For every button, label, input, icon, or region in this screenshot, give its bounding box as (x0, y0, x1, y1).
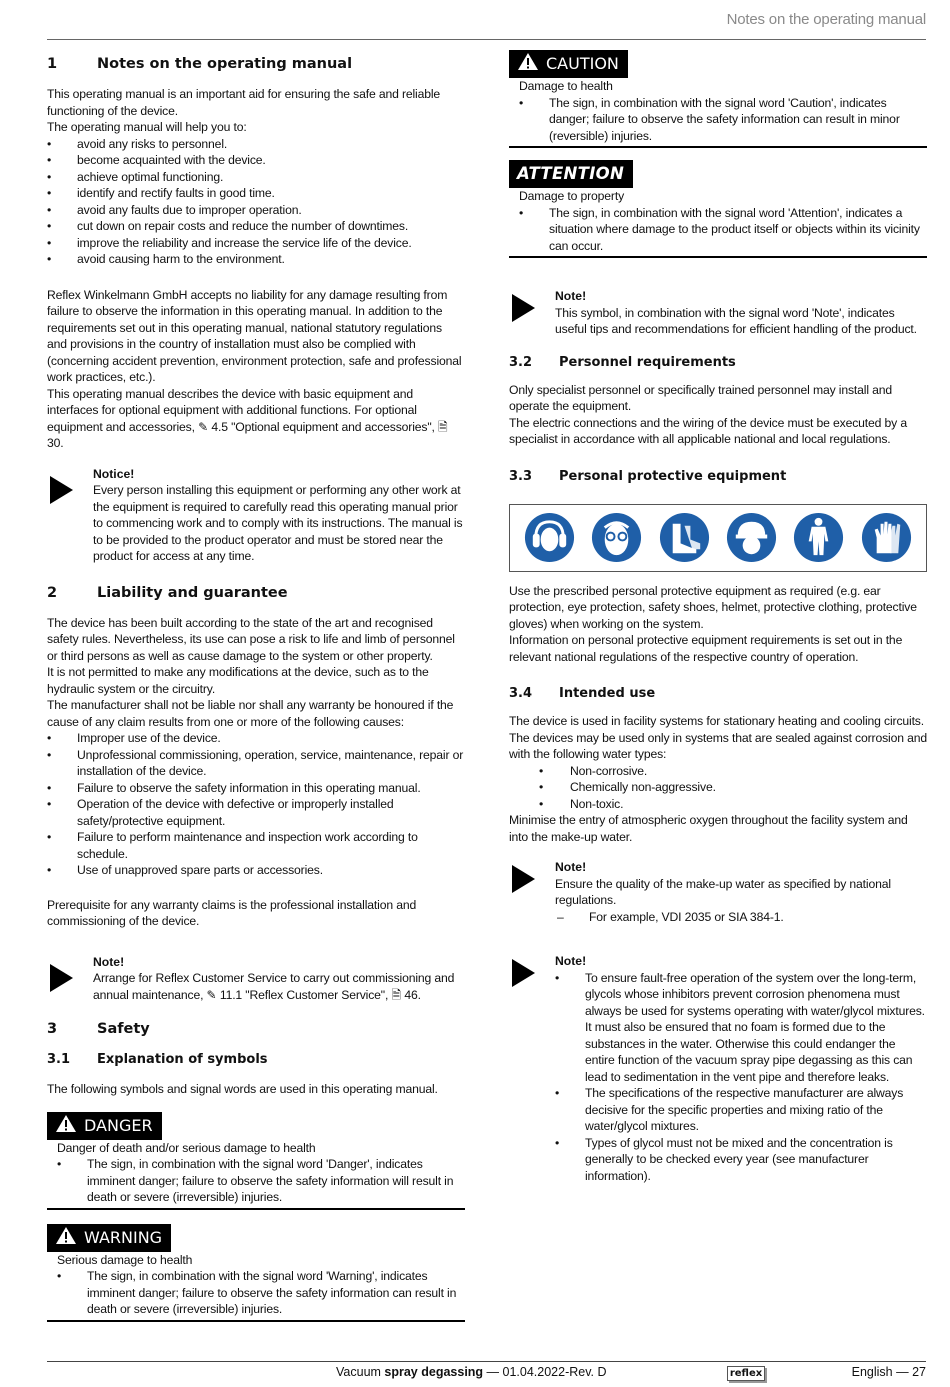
ear-protection-icon (522, 510, 577, 565)
note-box (509, 953, 927, 1184)
paragraph: The manufacturer shall not be liable nor shall any warranty be honoured if the cause of any claim results from one or more of the following causes: (47, 698, 454, 729)
protective-clothing-icon (791, 510, 846, 565)
note-box (47, 954, 465, 1004)
list-item: • avoid any risks to personnel. (47, 136, 465, 153)
notice-title: Notice! (93, 466, 135, 481)
reflex-logo: reflex (727, 1366, 765, 1381)
section-3-heading: 3 Safety (47, 1021, 150, 1037)
note-bullet-list (555, 970, 927, 1185)
list-item: • Chemically non-aggressive. (509, 779, 927, 796)
section-2-heading: 2 Liability and guarantee (47, 584, 288, 601)
right-column (509, 50, 927, 1184)
caution-block (509, 50, 927, 148)
paragraph: The operating manual will help you to: (47, 120, 247, 134)
paragraph: Prerequisite for any warranty claims is the professional installation and commissioning of the device. (47, 897, 417, 928)
list-item: • Non-toxic. (509, 796, 927, 813)
note-dash-item: – For example, VDI 2035 or SIA 384-1. (557, 909, 784, 924)
warning-text: • The sign, in combination with the signal word 'Warning', indicates imminent danger; failure to observe the safety information can result in death or severe (irreversible) injuries. (57, 1268, 465, 1318)
note-text: This symbol, in combination with the signal word 'Note', indicates useful tips and recommendations for efficient handling of the product. (555, 305, 917, 336)
list-item: • Operation of the device with defective or improperly installed safety/protective equipment. (47, 796, 465, 829)
paragraph: The electric connections and the wiring of the device must be executed by a specialist in accordance with all applicable national and local regulations. (509, 415, 907, 446)
paragraph: The following symbols and signal words are used in this operating manual. (47, 1082, 438, 1096)
paragraph: Minimise the entry of atmospheric oxygen throughout the facility system and into the make-up water. (509, 813, 908, 844)
list-item: • Failure to perform maintenance and inspection work according to schedule. (47, 829, 465, 862)
paragraph: Use the prescribed personal protective equipment as required (e.g. ear protection, eye protection, safety shoes, helmet, protective clothing, protective gloves) when working on the system. (509, 583, 917, 631)
footer-page-number: English — 27 (851, 1365, 926, 1379)
paragraph: It is not permitted to make any modifications at the device, such as to the hydraulic system or the circuitry. (47, 665, 429, 696)
note-text: Ensure the quality of the make-up water as specified by national regulations. (555, 876, 891, 907)
paragraph: Information on personal protective equipment requirements is set out in the relevant national regulations of the respective country of operation. (509, 633, 903, 664)
list-item: • Types of glycol must not be mixed and the concentration is generally to be checked every year (see manufacturer information). (555, 1135, 927, 1185)
list-item: • become acquainted with the device. (47, 152, 465, 169)
paragraph: Reflex Winkelmann GmbH accepts no liability for any damage resulting from failure to observe the information in this operating manual. In addition to the requirements set out in this operating manual, national statutory regulations and provisions in the country of installation must also be complied with (concerning accident prevention, environment protection, safe and professional work practices, etc.). (47, 287, 462, 384)
warning-block (47, 1224, 465, 1322)
section-3-1-heading: 3.1 Explanation of symbols (47, 1052, 268, 1067)
note-title: Note! (555, 289, 587, 303)
list-item: • To ensure fault-free operation of the system over the long-term, glycols whose inhibitors prevent corrosion phenomena must always be used for systems operating with water/glycol mixtures. It must also be ensured that no foam is formed due to the substances in the water. Otherwise this could endanger the entire function of the vacuum spray pipe degassing as this can lead to sedimentation in the vent pipe and therefore leaks. (555, 970, 927, 1086)
danger-block (47, 1112, 465, 1210)
attention-subtitle: Damage to property (519, 189, 625, 203)
bullet-list (47, 730, 465, 879)
warning-triangle-icon (55, 1226, 77, 1245)
attention-block (509, 160, 927, 258)
list-item: • Failure to observe the safety information in this operating manual. (47, 780, 465, 797)
ppe-icon-strip (509, 504, 927, 572)
caution-subtitle: Damage to health (519, 79, 613, 93)
paragraph: This operating manual is an important aid for ensuring the safe and reliable functioning of the device. (47, 87, 441, 118)
note-arrow-icon (512, 959, 535, 987)
list-item: • Improper use of the device. (47, 730, 465, 747)
notice-arrow-icon (50, 476, 73, 504)
footer-rule (47, 1361, 926, 1362)
note-box (509, 859, 927, 925)
note-arrow-icon (512, 294, 535, 322)
list-item: • improve the reliability and increase the service life of the device. (47, 235, 465, 252)
section-3-3-heading: 3.3 Personal protective equipment (509, 468, 787, 484)
list-item: • avoid causing harm to the environment. (47, 251, 465, 268)
list-item: • Non-corrosive. (509, 763, 927, 780)
running-header: Notes on the operating manual (726, 11, 926, 28)
paragraph: The device is used in facility systems for stationary heating and cooling circuits. The devices may be used only in systems that are sealed against corrosion and with the following water types: (509, 714, 927, 761)
section-3-4-heading: 3.4 Intended use (509, 686, 656, 701)
note-arrow-icon (50, 964, 73, 992)
notice-text: Every person installing this equipment or performing any other work at the equipment is required to carefully read this operating manual prior to commencing work and to comply with its instructions. The manual is to be provided to the product operator and must be stored near the product for access at any time. (93, 483, 463, 563)
paragraph: This operating manual describes the device with basic equipment and interfaces for optional equipment with additional functions. For optional equipment and accessories, ✎ 4.5 "Optional equipment and accessories", 🗎 30. (47, 386, 448, 450)
warning-triangle-icon (517, 52, 539, 71)
caution-label: CAUTION (509, 50, 628, 78)
paragraph: The device has been built according to the state of the art and recognised safety rules. Nevertheless, its use can pose a risk to life and limb of personnel or third persons as well as cause damage to the system or other property. (47, 615, 455, 663)
warning-triangle-icon (55, 1114, 77, 1133)
warning-label: WARNING (47, 1224, 171, 1252)
warning-subtitle: Serious damage to health (57, 1252, 193, 1267)
list-item: • Use of unapproved spare parts or accessories. (47, 862, 465, 879)
list-item: • achieve optimal functioning. (47, 169, 465, 186)
safety-shoes-icon (657, 510, 712, 565)
attention-text: • The sign, in combination with the signal word 'Attention', indicates a situation where damage to the product itself or objects within its vicinity can occur. (519, 205, 927, 255)
note-title: Note! (555, 954, 587, 968)
danger-subtitle: Danger of death and/or serious damage to health (57, 1140, 316, 1155)
eye-protection-icon (589, 510, 644, 565)
note-title: Note! (555, 860, 587, 874)
note-box (509, 288, 927, 338)
section-1-heading: 1 Notes on the operating manual (47, 56, 353, 72)
notice-box (47, 466, 465, 565)
note-text: Arrange for Reflex Customer Service to carry out commissioning and annual maintenance, ✎ 11.1 "Reflex Customer Service", 🗎 46. (93, 971, 455, 1002)
helmet-icon (724, 510, 779, 565)
bullet-list (509, 763, 927, 813)
danger-label: DANGER (47, 1112, 162, 1140)
caution-text: • The sign, in combination with the signal word 'Caution', indicates danger; failure to observe the safety information can result in minor (reversible) injuries. (519, 95, 927, 145)
left-column (47, 50, 465, 1322)
list-item: • Unprofessional commissioning, operation, service, maintenance, repair or installation of the device. (47, 747, 465, 780)
list-item: • identify and rectify faults in good time. (47, 185, 465, 202)
note-arrow-icon (512, 865, 535, 893)
danger-text: • The sign, in combination with the signal word 'Danger', indicates imminent danger; failure to observe the safety information will result in death or severe (irreversible) injuries. (57, 1156, 465, 1206)
section-3-2-heading: 3.2 Personnel requirements (509, 354, 736, 370)
note-title: Note! (93, 954, 125, 969)
bullet-list (47, 136, 465, 268)
list-item: • cut down on repair costs and reduce the number of downtimes. (47, 218, 465, 235)
paragraph: Only specialist personnel or specifically trained personnel may install and operate the equipment. (509, 382, 893, 413)
header-rule (47, 39, 926, 40)
list-item: • avoid any faults due to improper operation. (47, 202, 465, 219)
list-item: • The specifications of the respective manufacturer are always decisive for the specific properties and mixing ratio of the water/glycol mixtures. (555, 1085, 927, 1135)
protective-gloves-icon (859, 510, 914, 565)
attention-label: ATTENTION (509, 160, 633, 188)
footer-document-title: Vacuum spray degassing — 01.04.2022-Rev. D (336, 1365, 607, 1379)
